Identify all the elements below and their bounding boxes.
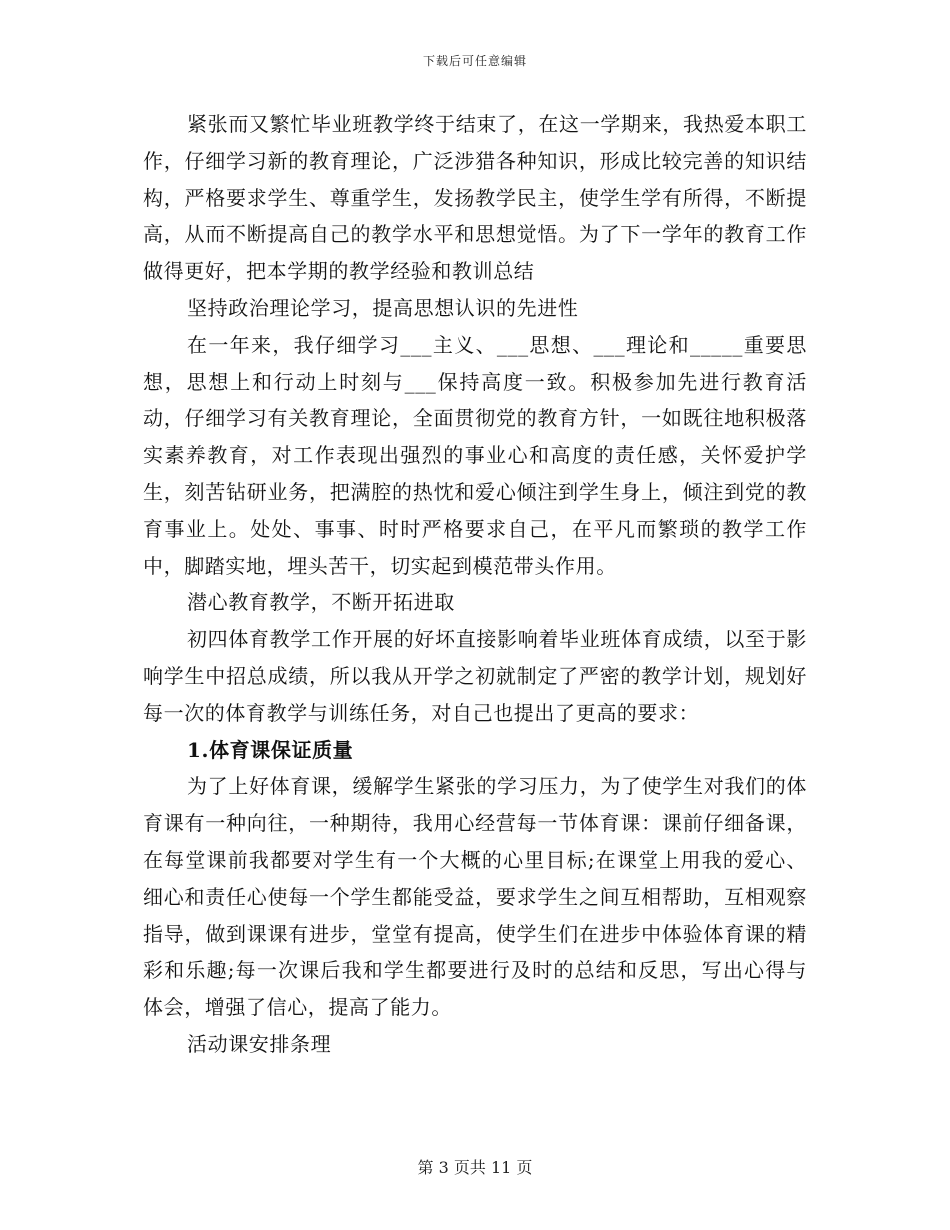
section-heading-politics: 坚持政治理论学习，提高思想认识的先进性: [187, 295, 579, 320]
page-header: 下载后可任意编辑: [422, 54, 527, 68]
subsection-heading-pe-quality: 1.体育课保证质量: [187, 737, 354, 762]
page-number: 第 3 页共 11 页: [417, 1158, 533, 1177]
pe-quality-paragraph: 为了上好体育课，缓解学生紧张的学习压力，为了使学生对我们的体育课有一种向往，一种期待，我用心经营每一节体育课：课前仔细备课，在每堂课前我都要对学生有一个大概的心里目标;在课堂上用我的爱心、细心和责任心使每一个学生都能受益，要求学生之间互相帮助，互相观察指导，做到课课有进步，堂堂有提高，使学生们在进步中体验体育课的精彩和乐趣;每一次课后我和学生都要进行及时的总结和反思，写出心得与体会，增强了信心，提高了能力。: [143, 774, 807, 1020]
teaching-paragraph: 初四体育教学工作开展的好坏直接影响着毕业班体育成绩，以至于影响学生中招总成绩，所以我从开学之初就制定了严密的教学计划，规划好每一次的体育教学与训练任务，对自己也提出了更高的要求：: [143, 627, 807, 725]
intro-paragraph: 紧张而又繁忙毕业班教学终于结束了，在这一学期来，我热爱本职工作，仔细学习新的教育理论，广泛涉猎各种知识，形成比较完善的知识结构，严格要求学生、尊重学生，发扬教学民主，使学生学有所得，不断提高，从而不断提高自己的教学水平和思想觉悟。为了下一学年的教育工作做得更好，把本学期的教学经验和教训总结: [143, 112, 807, 284]
section-heading-teaching: 潜心教育教学，不断开拓进取: [187, 590, 455, 615]
politics-paragraph: 在一年来，我仔细学习___主义、___思想、___理论和_____重要思想，思想上和行动上时刻与___保持高度一致。积极参加先进行教育活动，仔细学习有关教育理论，全面贯彻党的教育方针，一如既往地积极落实素养教育，对工作表现出强烈的事业心和高度的责任感，关怀爱护学生，刻苦钻研业务，把满腔的热忱和爱心倾注到学生身上，倾注到党的教育事业上。处处、事事、时时严格要求自己，在平凡而繁琐的教学工作中，脚踏实地，埋头苦干，切实起到模范带头作用。: [143, 332, 807, 578]
document-body: [143, 106, 807, 1063]
section-heading-activity: 活动课安排条理: [187, 1031, 332, 1056]
